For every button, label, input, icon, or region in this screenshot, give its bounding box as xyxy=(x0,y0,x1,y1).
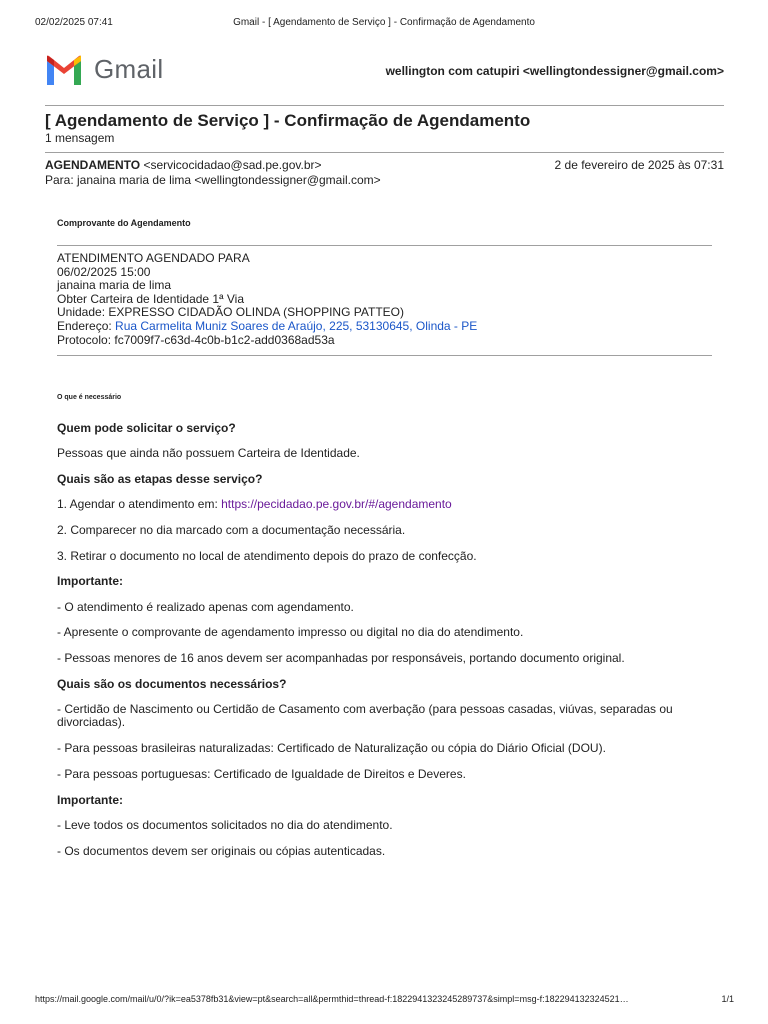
question-documents: Quais são os documentos necessários? xyxy=(57,677,287,691)
print-datetime: 02/02/2025 07:41 xyxy=(35,17,113,28)
message-date: 2 de fevereiro de 2025 às 07:31 xyxy=(554,158,724,172)
email-subject: [ Agendamento de Serviço ] - Confirmação de Agendamento xyxy=(45,111,531,130)
appointment-name: janaina maria de lima xyxy=(57,278,172,293)
appointment-heading: ATENDIMENTO AGENDADO PARA xyxy=(57,251,250,265)
important-1-item-c: - Pessoas menores de 16 anos devem ser acompanhadas por responsáveis, portando documento original. xyxy=(57,651,625,665)
appointment-protocol: Protocolo: fc7009f7-c63d-4c0b-b1c2-add0368ad53a xyxy=(57,332,335,347)
important-1-item-a: - O atendimento é realizado apenas com agendamento. xyxy=(57,600,354,614)
document-1: - Certidão de Nascimento ou Certidão de Casamento com averbação (para pessoas casadas, viúvas, separadas ou divorciadas). xyxy=(57,702,673,729)
question-who: Quem pode solicitar o serviço? xyxy=(57,421,236,435)
gmail-wordmark: Gmail xyxy=(94,54,164,84)
address-label: Endereço: xyxy=(57,318,116,333)
important-1-item-b: - Apresente o comprovante de agendamento impresso ou digital no dia do atendimento. xyxy=(57,625,524,639)
scheduling-link[interactable]: https://pecidadao.pe.gov.br/#/agendamento xyxy=(221,497,452,511)
appointment-datetime: 06/02/2025 15:00 xyxy=(57,264,151,279)
sender-name: AGENDAMENTO xyxy=(45,158,141,172)
receipt-title: Comprovante do Agendamento xyxy=(57,218,191,228)
sender-line xyxy=(45,158,322,172)
important-heading-1: Importante: xyxy=(57,574,123,588)
message-count: 1 mensagem xyxy=(45,131,115,145)
document-2: - Para pessoas brasileiras naturalizadas: Certificado de Naturalização ou cópia do Diário Oficial (DOU). xyxy=(57,741,606,755)
subject-divider xyxy=(45,152,724,153)
appointment-address-line xyxy=(57,320,477,334)
print-page-number: 1/1 xyxy=(721,994,734,1004)
print-footer-url: https://mail.google.com/mail/u/0/?ik=ea5378fb31&view=pt&search=all&permthid=thread-f:1822941323245289737&simpl=msg-f:182294132324521… xyxy=(35,994,629,1004)
step-2: 2. Comparecer no dia marcado com a documentação necessária. xyxy=(57,523,406,537)
question-steps: Quais são as etapas desse serviço? xyxy=(57,472,263,486)
header-divider xyxy=(45,105,724,106)
recipient-line: Para: janaina maria de lima <wellingtondessigner@gmail.com> xyxy=(45,173,381,187)
document-3: - Para pessoas portuguesas: Certificado de Igualdade de Direitos e Deveres. xyxy=(57,767,466,781)
appointment-service: Obter Carteira de Identidade 1ª Via xyxy=(57,291,245,306)
gmail-logo[interactable] xyxy=(44,54,163,85)
important-2-item-a: - Leve todos os documentos solicitados no dia do atendimento. xyxy=(57,818,393,832)
receipt-bottom-divider xyxy=(57,355,712,356)
step-1 xyxy=(57,498,717,511)
requirements-title: O que é necessário xyxy=(57,394,122,401)
receipt-top-divider xyxy=(57,245,712,246)
important-heading-2: Importante: xyxy=(57,793,123,807)
account-identity: wellington com catupiri <wellingtondessigner@gmail.com> xyxy=(385,64,724,78)
answer-who: Pessoas que ainda não possuem Carteira de Identidade. xyxy=(57,446,360,460)
address-link[interactable]: Rua Carmelita Muniz Soares de Araújo, 225, 53130645, Olinda - PE xyxy=(115,318,478,333)
print-page-title: Gmail - [ Agendamento de Serviço ] - Confirmação de Agendamento xyxy=(233,17,535,28)
step-1-text: 1. Agendar o atendimento em: xyxy=(57,497,222,511)
step-3: 3. Retirar o documento no local de atendimento depois do prazo de confecção. xyxy=(57,549,477,563)
gmail-m-icon xyxy=(44,55,84,85)
sender-email: <servicocidadao@sad.pe.gov.br> xyxy=(140,158,322,172)
important-2-item-b: - Os documentos devem ser originais ou cópias autenticadas. xyxy=(57,844,386,858)
appointment-unit: Unidade: EXPRESSO CIDADÃO OLINDA (SHOPPING PATTEO) xyxy=(57,305,404,320)
appointment-details xyxy=(57,252,477,347)
